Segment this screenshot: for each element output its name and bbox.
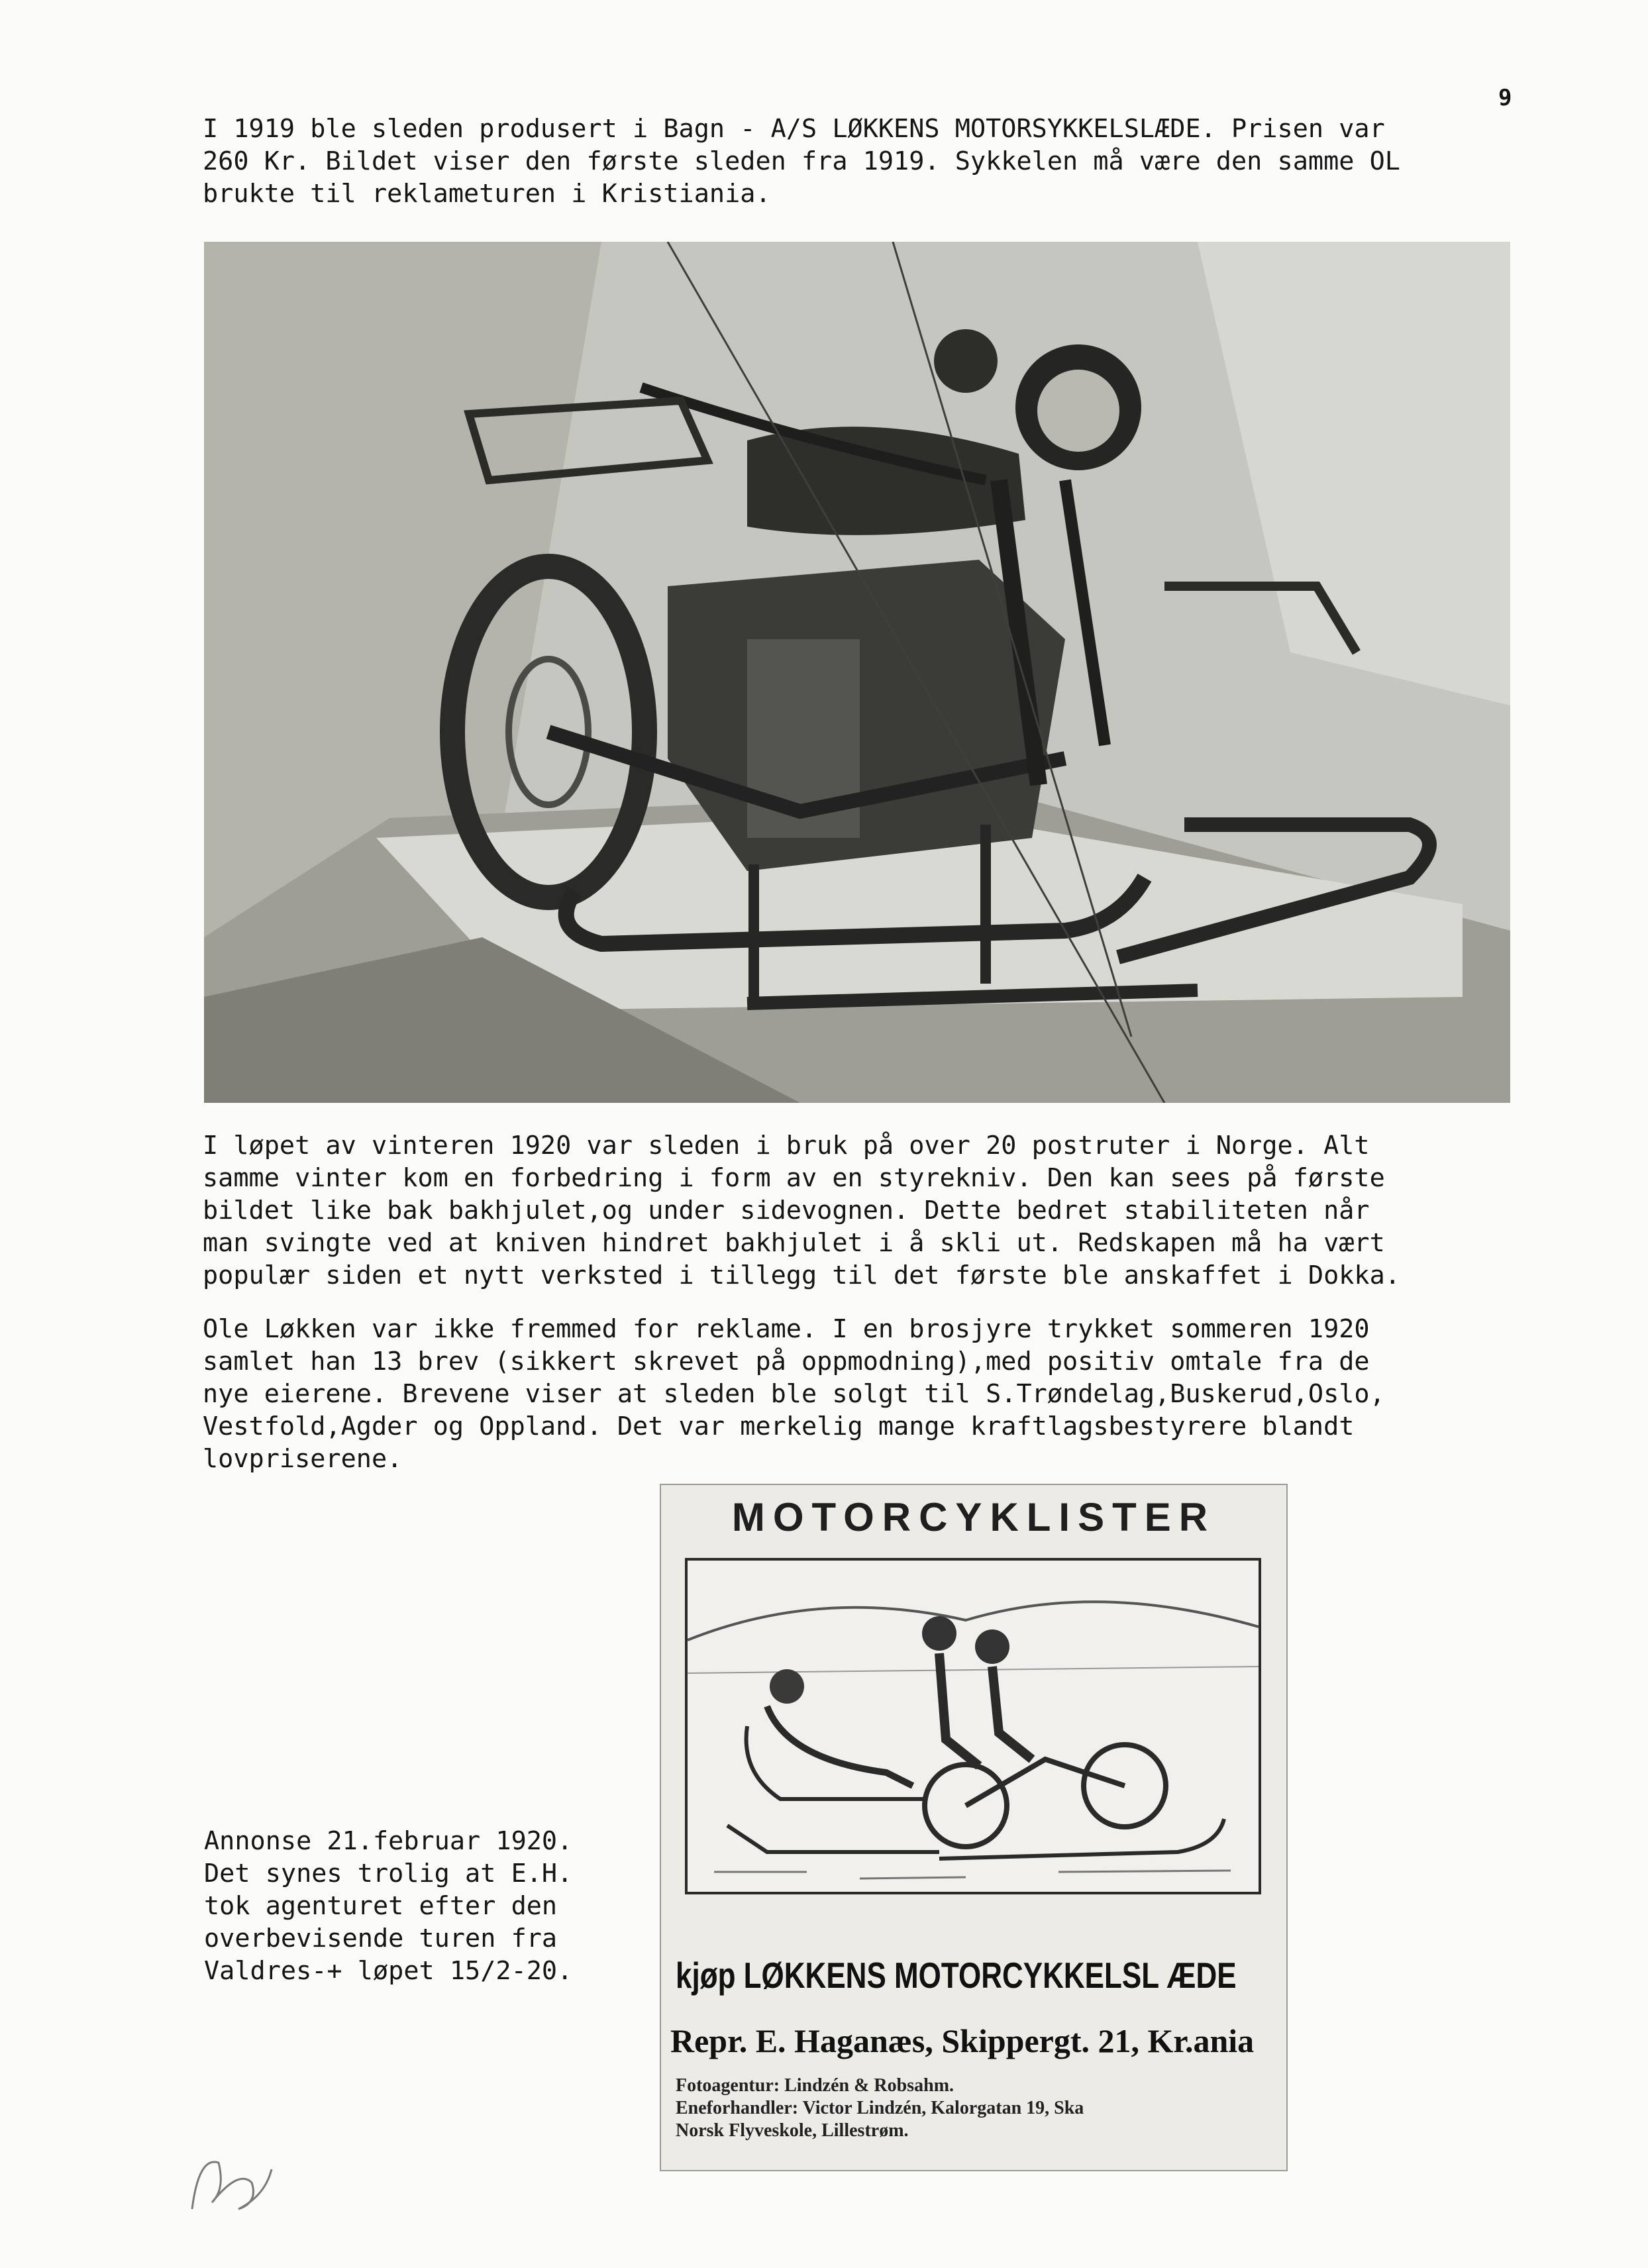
handwritten-signature	[179, 2143, 278, 2222]
ad-agent-line: Norsk Flyveskole, Lillestrøm.	[676, 2120, 909, 2141]
advertising-line: Ole Løkken var ikke fremmed for reklame. I en brosjyre trykket sommeren 1920	[203, 1314, 1370, 1344]
winter-line: I løpet av vinteren 1920 var sleden i bruk på over 20 postruter i Norge. Alt	[203, 1131, 1370, 1160]
winter-paragraph	[203, 1129, 1488, 1292]
ad-illustration	[685, 1558, 1261, 1894]
winter-line: bildet like bak bakhjulet,og under sidevognen. Dette bedret stabiliteten når	[203, 1196, 1370, 1225]
ad-dealer-line: Repr. E. Haganæs, Skippergt. 21, Kr.ania	[670, 2022, 1255, 2059]
advertising-line: lovpriserene.	[203, 1444, 403, 1474]
sled-riders-drawing	[688, 1561, 1259, 1892]
caption-line: tok agenturet efter den	[204, 1891, 558, 1921]
intro-line: brukte til reklameturen i Kristiania.	[203, 179, 771, 209]
caption-line: Det synes trolig at E.H.	[204, 1859, 573, 1888]
ad-agent-line: Eneforhandler: Victor Lindzén, Kalorgatan 19, Ska	[676, 2098, 1084, 2118]
ad-caption	[204, 1825, 572, 1987]
page-number: 9	[1498, 85, 1512, 111]
winter-line: man svingte ved at kniven hindret bakhjulet i å skli ut. Redskapen må ha vært	[203, 1228, 1385, 1258]
ad-product-line: kjøp LØKKENS MOTORCYKKELSL ÆDE	[676, 1955, 1237, 1996]
ad-agents	[676, 2075, 1084, 2142]
motorcycle-sled-photo	[204, 242, 1510, 1103]
caption-line: Valdres-+ løpet 15/2-20.	[204, 1956, 573, 1986]
ad-headline: MOTORCYKLISTER	[731, 1495, 1216, 1539]
advertising-line: nye eierene. Brevene viser at sleden ble solgt til S.Trøndelag,Buskerud,Oslo,	[203, 1379, 1385, 1409]
caption-line: overbevisende turen fra	[204, 1924, 558, 1953]
advertising-line: Vestfold,Agder og Oppland. Det var merkelig mange kraftlagsbestyrere blandt	[203, 1412, 1355, 1441]
winter-line: samme vinter kom en forbedring i form av en styrekniv. Den kan sees på første	[203, 1163, 1385, 1193]
intro-paragraph	[203, 113, 1488, 210]
intro-line: I 1919 ble sleden produsert i Bagn - A/S LØKKENS MOTORSYKKELSLÆDE. Prisen var	[203, 114, 1385, 144]
caption-line: Annonse 21.februar 1920.	[204, 1826, 573, 1856]
intro-line: 260 Kr. Bildet viser den første sleden fra 1919. Sykkelen må være den samme OL	[203, 146, 1400, 176]
winter-line: populær siden et nytt verksted i tillegg til det første ble anskaffet i Dokka.	[203, 1261, 1400, 1290]
newspaper-advertisement	[660, 1484, 1288, 2171]
advertising-line: samlet han 13 brev (sikkert skrevet på oppmodning),med positiv omtale fra de	[203, 1347, 1370, 1376]
advertising-paragraph	[203, 1313, 1488, 1475]
ad-agent-line: Fotoagentur: Lindzén & Robsahm.	[676, 2075, 954, 2096]
photo-illustration	[204, 242, 1510, 1103]
